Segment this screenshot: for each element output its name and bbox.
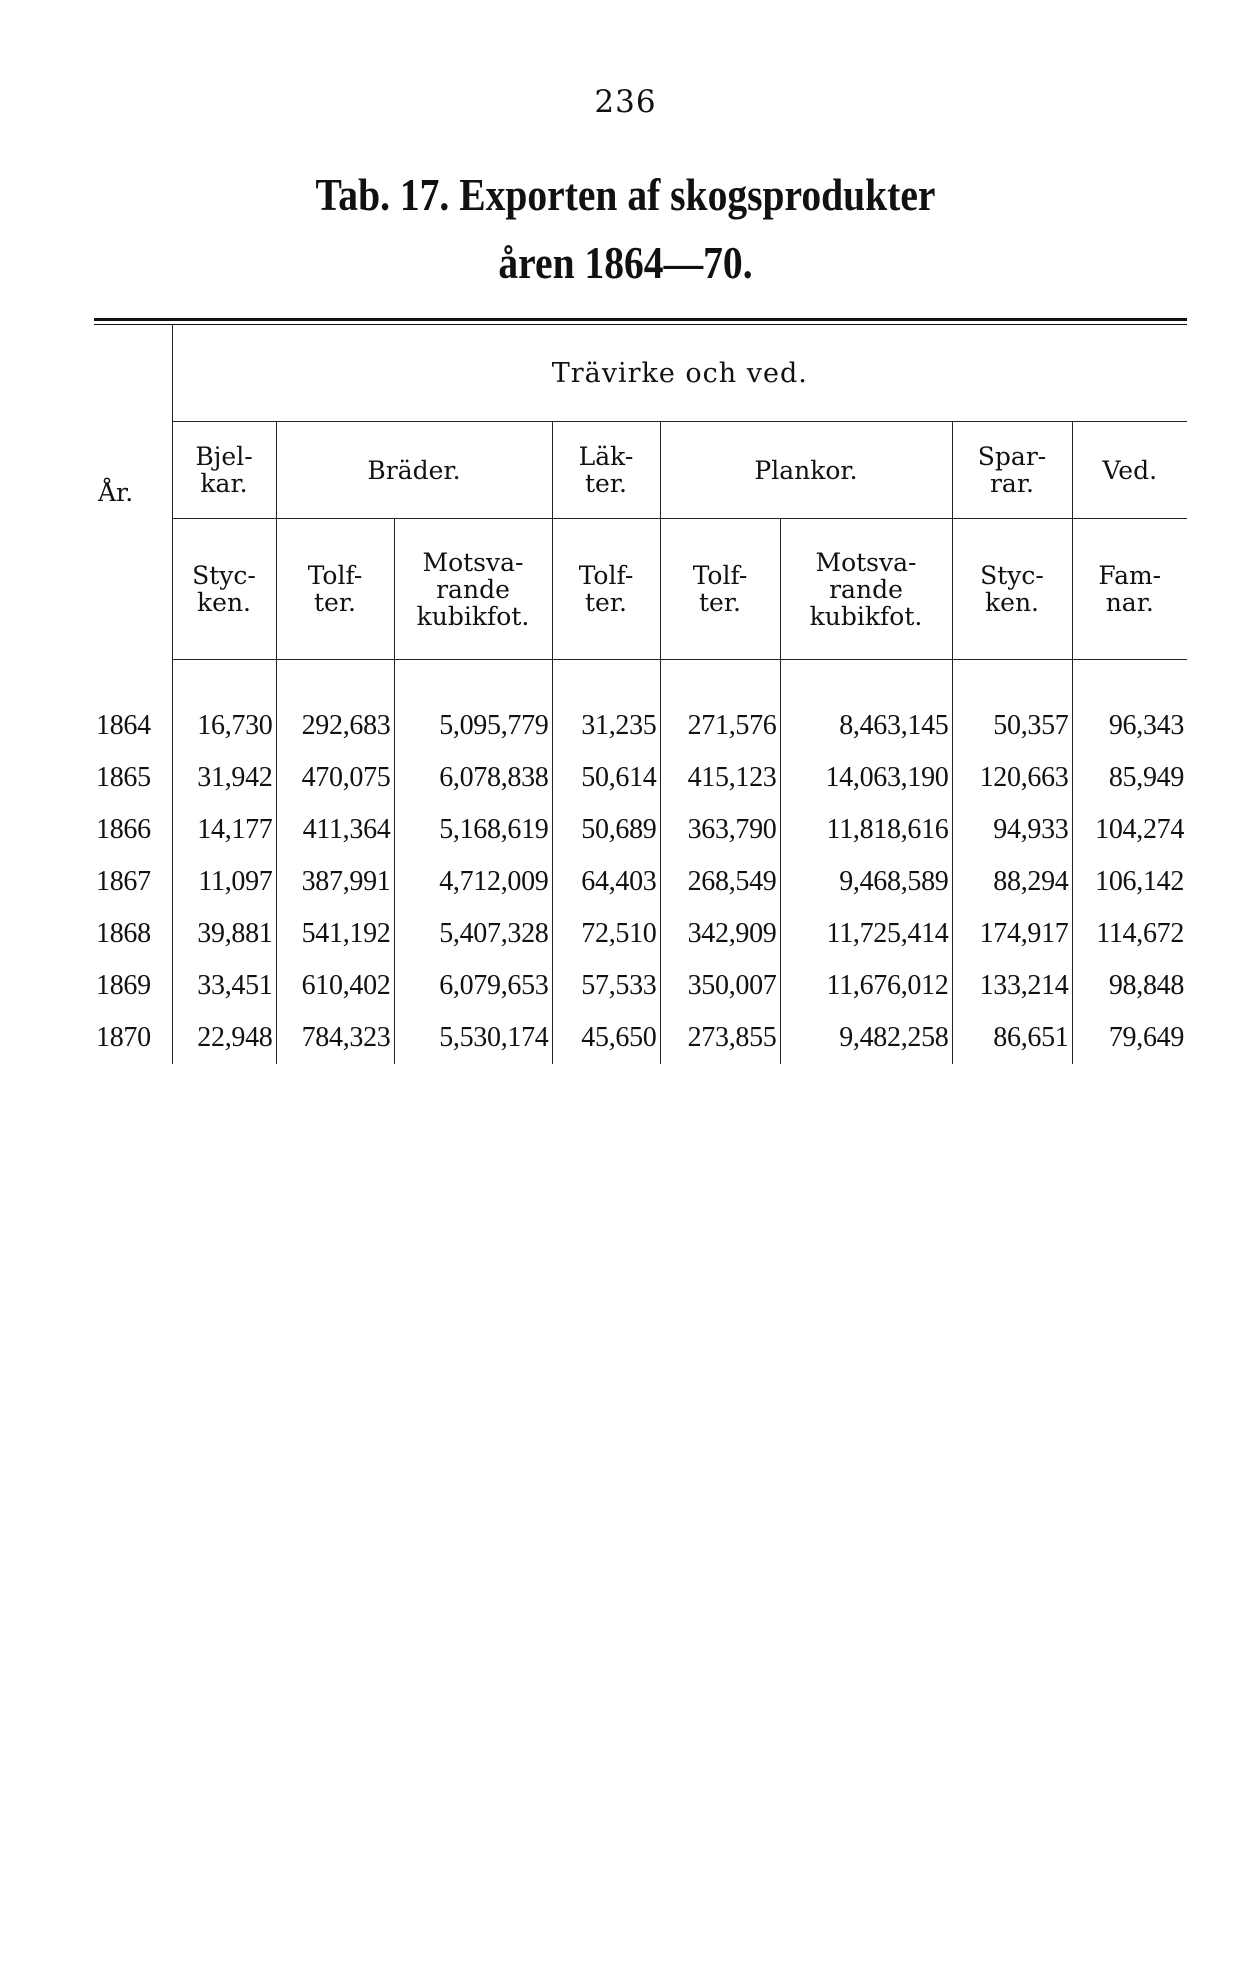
- category-header-ved: Ved.: [1072, 422, 1187, 519]
- cell-brader-kubikfot: 5,407,328: [394, 908, 552, 960]
- export-table: [94, 325, 1187, 1064]
- table-subtitle: åren 1864—70.: [498, 237, 753, 288]
- unit-header-tolfter: Tolf- ter.: [276, 519, 394, 660]
- year-column-header: År.: [98, 477, 134, 507]
- cell-bjelkar-stycken: 22,948: [172, 1012, 276, 1064]
- cell-ved-famnar: 96,343: [1072, 700, 1187, 752]
- cell-sparrar-stycken: 120,663: [952, 752, 1072, 804]
- cell-brader-kubikfot: 6,078,838: [394, 752, 552, 804]
- spacer-cell: [952, 660, 1072, 701]
- cell-year: 1870: [96, 1022, 151, 1053]
- cell-lakter-tolfter: 57,533: [552, 960, 660, 1012]
- table-row: [94, 908, 1187, 960]
- page-number: 236: [594, 84, 657, 120]
- cell-bjelkar-stycken: 33,451: [172, 960, 276, 1012]
- spacer-cell: [660, 660, 780, 701]
- cell-ved-famnar: 106,142: [1072, 856, 1187, 908]
- cell-sparrar-stycken: 94,933: [952, 804, 1072, 856]
- cell-lakter-tolfter: 50,614: [552, 752, 660, 804]
- table-title: Tab. 17. Exporten af skogsprodukter: [315, 169, 936, 220]
- cell-year: 1869: [96, 970, 151, 1001]
- cell-brader-tolfter: 610,402: [276, 960, 394, 1012]
- cell-brader-tolfter: 411,364: [276, 804, 394, 856]
- category-header-plankor: Plankor.: [660, 422, 952, 519]
- cell-sparrar-stycken: 174,917: [952, 908, 1072, 960]
- category-header-bjelkar: Bjel- kar.: [172, 422, 276, 519]
- unit-header-kubikfot: Motsva- rande kubikfot.: [394, 519, 552, 660]
- cell-brader-kubikfot: 4,712,009: [394, 856, 552, 908]
- unit-header-kubikfot: Motsva- rande kubikfot.: [780, 519, 952, 660]
- cell-bjelkar-stycken: 14,177: [172, 804, 276, 856]
- cell-brader-kubikfot: 6,079,653: [394, 960, 552, 1012]
- cell-plankor-kubikfot: 14,063,190: [780, 752, 952, 804]
- table-row: [94, 804, 1187, 856]
- table-spacer-row: [94, 660, 1187, 701]
- cell-ved-famnar: 85,949: [1072, 752, 1187, 804]
- cell-lakter-tolfter: 45,650: [552, 1012, 660, 1064]
- spacer-cell: [276, 660, 394, 701]
- cell-ved-famnar: 114,672: [1072, 908, 1187, 960]
- unit-header-stycken: Styc- ken.: [952, 519, 1072, 660]
- spacer-cell: [172, 660, 276, 701]
- cell-brader-tolfter: 470,075: [276, 752, 394, 804]
- cell-brader-kubikfot: 5,530,174: [394, 1012, 552, 1064]
- cell-plankor-tolfter: 271,576: [660, 700, 780, 752]
- cell-lakter-tolfter: 50,689: [552, 804, 660, 856]
- unit-header-tolfter: Tolf- ter.: [660, 519, 780, 660]
- cell-sparrar-stycken: 86,651: [952, 1012, 1072, 1064]
- table-body: [94, 660, 1187, 1065]
- cell-sparrar-stycken: 133,214: [952, 960, 1072, 1012]
- cell-year: 1868: [96, 918, 151, 949]
- cell-brader-kubikfot: 5,168,619: [394, 804, 552, 856]
- spacer-cell: [552, 660, 660, 701]
- cell-year: 1866: [96, 814, 151, 845]
- cell-bjelkar-stycken: 11,097: [172, 856, 276, 908]
- unit-header-stycken: Styc- ken.: [172, 519, 276, 660]
- table-row: [94, 752, 1187, 804]
- spacer-cell: [780, 660, 952, 701]
- cell-brader-kubikfot: 5,095,779: [394, 700, 552, 752]
- cell-plankor-tolfter: 342,909: [660, 908, 780, 960]
- cell-plankor-kubikfot: 11,818,616: [780, 804, 952, 856]
- cell-plankor-tolfter: 350,007: [660, 960, 780, 1012]
- cell-brader-tolfter: 387,991: [276, 856, 394, 908]
- cell-bjelkar-stycken: 16,730: [172, 700, 276, 752]
- category-header-sparrar: Spar- rar.: [952, 422, 1072, 519]
- cell-plankor-kubikfot: 9,468,589: [780, 856, 952, 908]
- cell-plankor-tolfter: 415,123: [660, 752, 780, 804]
- cell-bjelkar-stycken: 39,881: [172, 908, 276, 960]
- cell-plankor-kubikfot: 9,482,258: [780, 1012, 952, 1064]
- table-row: [94, 1012, 1187, 1064]
- spacer-cell: [94, 660, 172, 701]
- cell-year: 1867: [96, 866, 151, 897]
- table-row: [94, 856, 1187, 908]
- table-top-rule: [94, 318, 1187, 325]
- cell-plankor-kubikfot: 11,725,414: [780, 908, 952, 960]
- table-row: [94, 960, 1187, 1012]
- cell-plankor-tolfter: 273,855: [660, 1012, 780, 1064]
- unit-header-famnar: Fam- nar.: [1072, 519, 1187, 660]
- spacer-cell: [394, 660, 552, 701]
- cell-brader-tolfter: 784,323: [276, 1012, 394, 1064]
- cell-year: 1865: [96, 762, 151, 793]
- cell-plankor-kubikfot: 11,676,012: [780, 960, 952, 1012]
- cell-ved-famnar: 79,649: [1072, 1012, 1187, 1064]
- spacer-cell: [1072, 660, 1187, 701]
- cell-sparrar-stycken: 88,294: [952, 856, 1072, 908]
- cell-lakter-tolfter: 31,235: [552, 700, 660, 752]
- category-header-lakter: Läk- ter.: [552, 422, 660, 519]
- group-header: Trävirke och ved.: [172, 325, 1187, 422]
- cell-bjelkar-stycken: 31,942: [172, 752, 276, 804]
- cell-plankor-tolfter: 363,790: [660, 804, 780, 856]
- cell-plankor-tolfter: 268,549: [660, 856, 780, 908]
- cell-lakter-tolfter: 64,403: [552, 856, 660, 908]
- cell-year: 1864: [96, 710, 151, 741]
- cell-brader-tolfter: 541,192: [276, 908, 394, 960]
- cell-lakter-tolfter: 72,510: [552, 908, 660, 960]
- unit-header-tolfter: Tolf- ter.: [552, 519, 660, 660]
- cell-sparrar-stycken: 50,357: [952, 700, 1072, 752]
- cell-ved-famnar: 104,274: [1072, 804, 1187, 856]
- cell-ved-famnar: 98,848: [1072, 960, 1187, 1012]
- table-row: [94, 700, 1187, 752]
- category-header-brader: Bräder.: [276, 422, 552, 519]
- cell-brader-tolfter: 292,683: [276, 700, 394, 752]
- export-table-container: [94, 318, 1187, 1064]
- cell-plankor-kubikfot: 8,463,145: [780, 700, 952, 752]
